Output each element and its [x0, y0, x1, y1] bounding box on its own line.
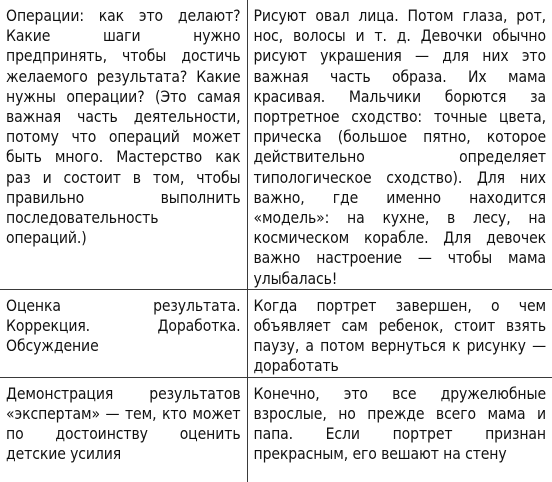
table-cell-left	[0, 289, 247, 377]
cell-text: Операции: как это делают? Какие шаги нужно предпринять, чтобы достичь желаемого результата? Какие нужны операции? (Это самая важная часть деятельности, потому что операций может быть много. Мастерство как раз и состоит в том, чтобы правильно выполнить последовательность операций.)	[6, 7, 241, 248]
table-cell-left	[0, 0, 247, 289]
table-cell-left	[0, 377, 247, 482]
table-row	[0, 289, 552, 377]
cell-text: Рисуют овал лица. Потом глаза, рот, нос, волосы и т. д. Девочки обычно рисуют украшения — для них это важная часть образа. Их мама красивая. Мальчики борются за портретное сходство: точные цвета, прическа (большое пятно, которое действительно определяет типологическое сходство). Для них важно, где именно находится «модель»: на кухне, в лесу, на космическом корабле. Для девочек важно настроение — чтобы мама улыбалась!	[253, 7, 546, 288]
cell-text: Оценка результата. Коррекция. Доработка. Обсуждение	[6, 296, 241, 356]
table-row	[0, 377, 552, 482]
cell-text: Когда портрет завершен, о чем объявляет сам ребенок, стоит взять паузу, а потом вернуться к рисунку — доработать	[253, 296, 546, 376]
cell-text: Демонстрация результатов «экспертам» — тем, кто может по достоинству оценить детские усилия	[6, 384, 241, 464]
table-cell-right	[247, 377, 552, 482]
cell-text: Конечно, это все дружелюбные взрослые, но прежде всего мама и папа. Если портрет признан прекрасным, его вешают на стену	[253, 384, 546, 464]
table-cell-right	[247, 289, 552, 377]
table-cell-right	[247, 0, 552, 289]
